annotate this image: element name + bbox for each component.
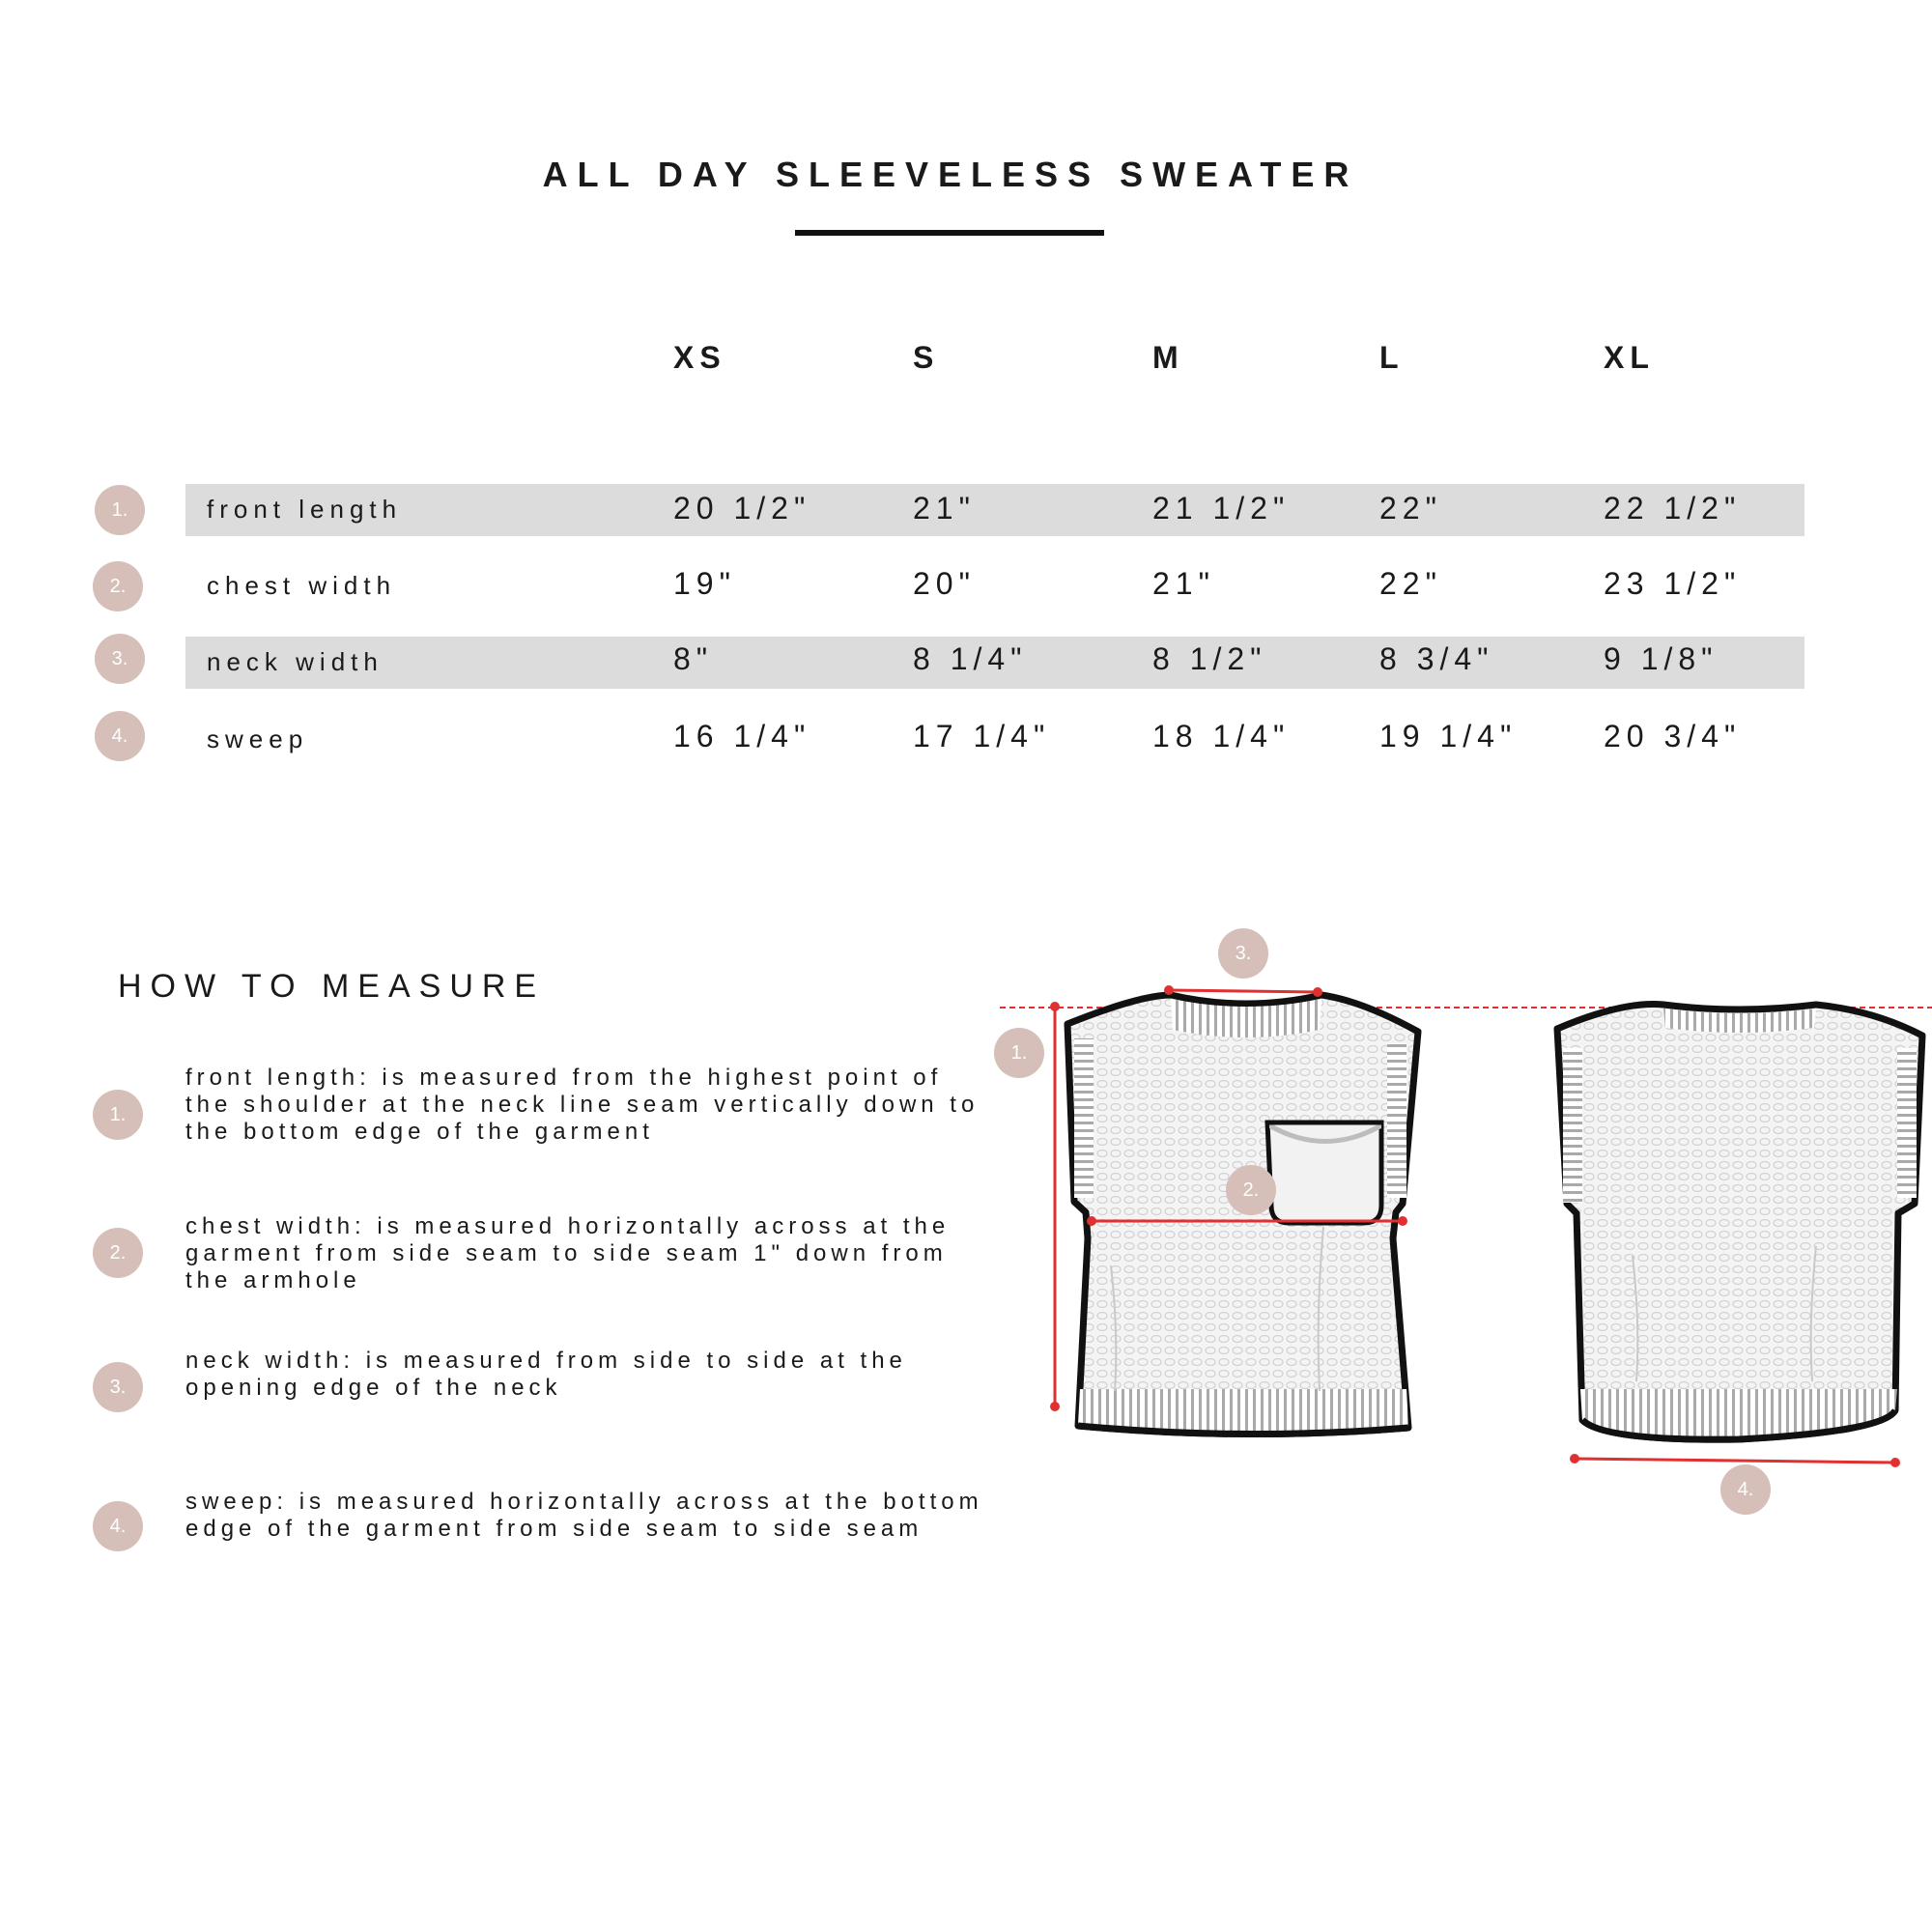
- size-header-l: L: [1379, 340, 1405, 375]
- front-view-garment: [1067, 995, 1418, 1435]
- cell-front-length-l: 22": [1379, 491, 1442, 526]
- how-to-measure-title: HOW TO MEASURE: [118, 968, 546, 1005]
- cell-sweep-m: 18 1/4": [1152, 719, 1291, 753]
- measure-description-neck-width: neck width: is measured from side to side at the opening edge of the neck: [185, 1348, 907, 1401]
- measure-number-badge: 2.: [93, 1228, 143, 1278]
- cell-neck-width-s: 8 1/4": [913, 641, 1028, 676]
- measure-number-badge: 1.: [93, 1090, 143, 1140]
- back-view-garment: [1557, 1005, 1922, 1440]
- row-label-sweep: sweep: [207, 724, 309, 753]
- size-header-s: S: [913, 340, 940, 375]
- row-number-badge: 4.: [95, 711, 145, 761]
- cell-sweep-xl: 20 3/4": [1604, 719, 1742, 753]
- cell-sweep-l: 19 1/4": [1379, 719, 1518, 753]
- cell-chest-width-s: 20": [913, 566, 976, 601]
- cell-chest-width-m: 21": [1152, 566, 1215, 601]
- cell-chest-width-l: 22": [1379, 566, 1442, 601]
- cell-sweep-s: 17 1/4": [913, 719, 1051, 753]
- cell-front-length-s: 21": [913, 491, 976, 526]
- measure-line-sweep: [1570, 1454, 1900, 1467]
- row-label-neck-width: neck width: [207, 647, 384, 676]
- row-number-badge: 1.: [95, 485, 145, 535]
- measure-number-badge: 4.: [93, 1501, 143, 1551]
- cell-neck-width-xs: 8": [673, 641, 714, 676]
- row-number-badge: 3.: [95, 634, 145, 684]
- cell-sweep-xs: 16 1/4": [673, 719, 811, 753]
- diagram-badge-front-length: 1.: [994, 1028, 1044, 1078]
- cell-chest-width-xl: 23 1/2": [1604, 566, 1742, 601]
- diagram-badge-chest-width: 2.: [1226, 1165, 1276, 1215]
- row-number-badge: 2.: [93, 561, 143, 611]
- row-label-chest-width: chest width: [207, 571, 397, 600]
- cell-neck-width-xl: 9 1/8": [1604, 641, 1719, 676]
- diagram-badge-neck-width: 3.: [1218, 928, 1268, 979]
- measure-description-sweep: sweep: is measured horizontally across at the bottom edge of the garment from side seam to side seam: [185, 1489, 983, 1542]
- page-title: ALL DAY SLEEVELESS SWEATER: [542, 155, 1359, 194]
- size-header-m: M: [1152, 340, 1184, 375]
- diagram-badge-sweep: 4.: [1720, 1464, 1771, 1515]
- cell-front-length-xs: 20 1/2": [673, 491, 811, 526]
- measure-line-front-length: [1050, 1002, 1060, 1411]
- measure-description-front-length: front length: is measured from the highest point of the shoulder at the neck line seam vertically down to the bottom edge of the garment: [185, 1065, 980, 1145]
- row-label-front-length: front length: [207, 495, 403, 524]
- cell-neck-width-l: 8 3/4": [1379, 641, 1494, 676]
- cell-chest-width-xs: 19": [673, 566, 736, 601]
- measure-description-chest-width: chest width: is measured horizontally across at the garment from side seam to side seam 1" down from the armhole: [185, 1213, 951, 1293]
- measure-number-badge: 3.: [93, 1362, 143, 1412]
- cell-neck-width-m: 8 1/2": [1152, 641, 1267, 676]
- size-header-xl: XL: [1604, 340, 1655, 375]
- cell-front-length-m: 21 1/2": [1152, 491, 1291, 526]
- size-header-xs: XS: [673, 340, 726, 375]
- cell-front-length-xl: 22 1/2": [1604, 491, 1742, 526]
